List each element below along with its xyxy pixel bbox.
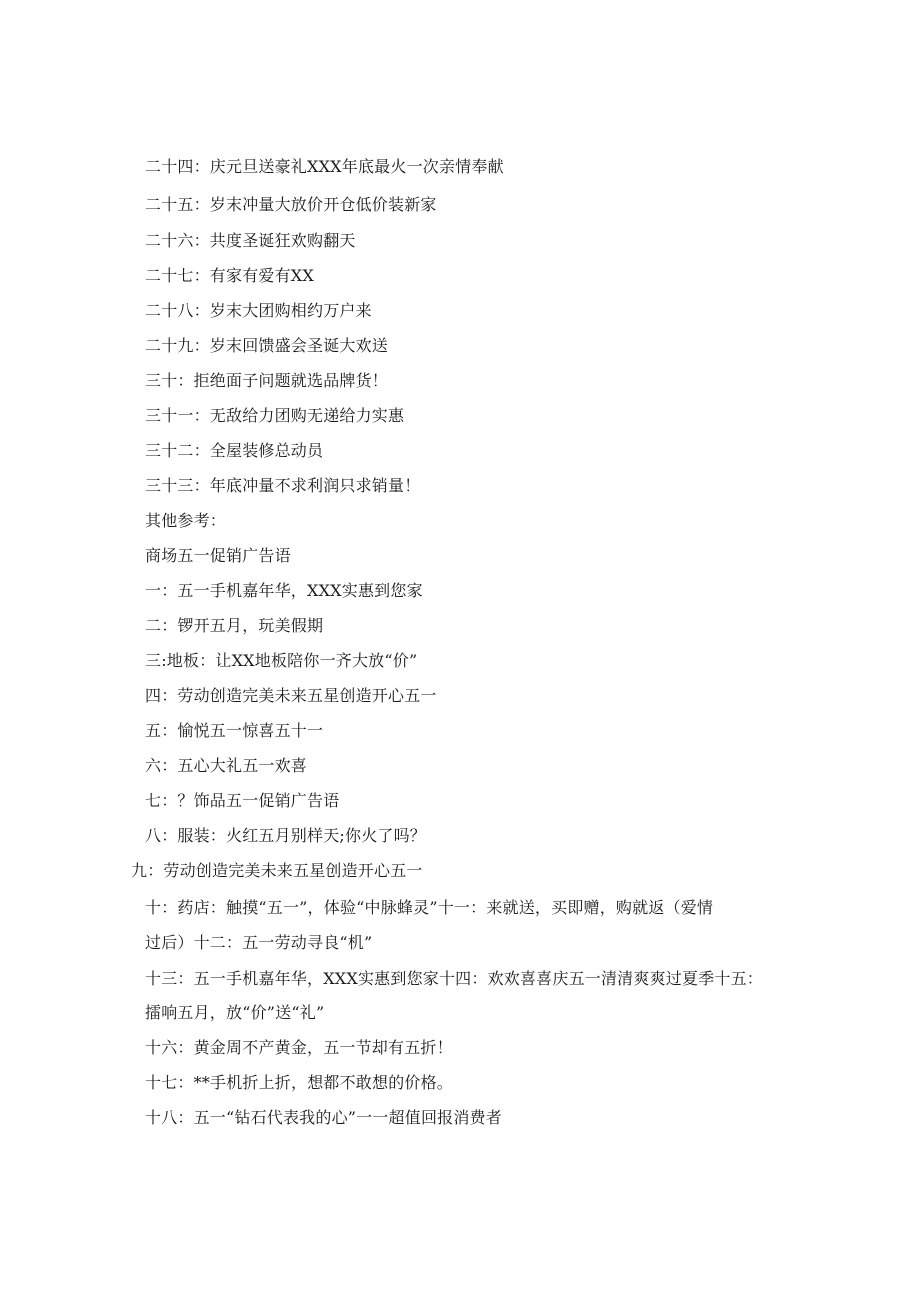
text-line: 三十：拒绝面子问题就选品牌货！: [145, 371, 389, 390]
section-heading: 其他参考：: [145, 511, 227, 530]
text-line: 二十六：共度圣诞狂欢购翻天: [145, 231, 356, 250]
text-line: 三十三：年底冲量不求利润只求销量！: [145, 476, 421, 495]
text-line: 三:地板：让XX地板陪你一齐大放“价”: [145, 651, 418, 670]
text-line: 擂响五月，放“价”送“礼”: [145, 1003, 325, 1022]
text-line: 十七：**手机折上折，想都不敢想的价格。: [145, 1073, 454, 1092]
text-line: 二：锣开五月，玩美假期: [145, 616, 324, 635]
text-line: 十六：黄金周不产黄金，五一节却有五折！: [145, 1038, 453, 1057]
text-line: 六：五心大礼五一欢喜: [145, 756, 308, 775]
text-line: 二十五：岁末冲量大放价开仓低价装新家: [145, 195, 437, 214]
text-line: 四：劳动创造完美未来五星创造开心五一: [145, 686, 437, 705]
text-line: 二十四：庆元旦送豪礼XXX年底最火一次亲情奉献: [145, 157, 504, 176]
text-line: 二十九：岁末回馈盛会圣诞大欢送: [145, 336, 389, 355]
text-line: 七：？饰品五一促销广告语: [145, 791, 340, 810]
text-line: 二十八：岁末大团购相约万户来: [145, 301, 372, 320]
text-line: 十三：五一手机嘉年华，XXX实惠到您家十四：欢欢喜喜庆五一清清爽爽过夏季十五：: [145, 969, 763, 988]
text-line: 十：药店：触摸“五一”，体验“中脉蜂灵”十一：来就送，买即赠，购就返（爱情: [145, 898, 714, 917]
text-line: 五：愉悦五一惊喜五十一: [145, 721, 324, 740]
text-line: 过后）十二：五一劳动寻良“机”: [145, 933, 373, 952]
text-line: 二十七：有家有爱有XX: [145, 266, 314, 285]
text-line: 一：五一手机嘉年华，XXX实惠到您家: [145, 581, 423, 600]
text-line: 三十二：全屋装修总动员: [145, 441, 324, 460]
text-line: 三十一：无敌给力团购无递给力实惠: [145, 406, 405, 425]
text-line: 十八：五一“钻石代表我的心”一一超值回报消费者: [145, 1108, 502, 1127]
section-title: 商场五一促销广告语: [145, 546, 291, 565]
text-line: 九：劳动创造完美未来五星创造开心五一: [131, 861, 423, 880]
text-line: 八：服装：火红五月别样天;你火了吗？: [145, 826, 426, 845]
